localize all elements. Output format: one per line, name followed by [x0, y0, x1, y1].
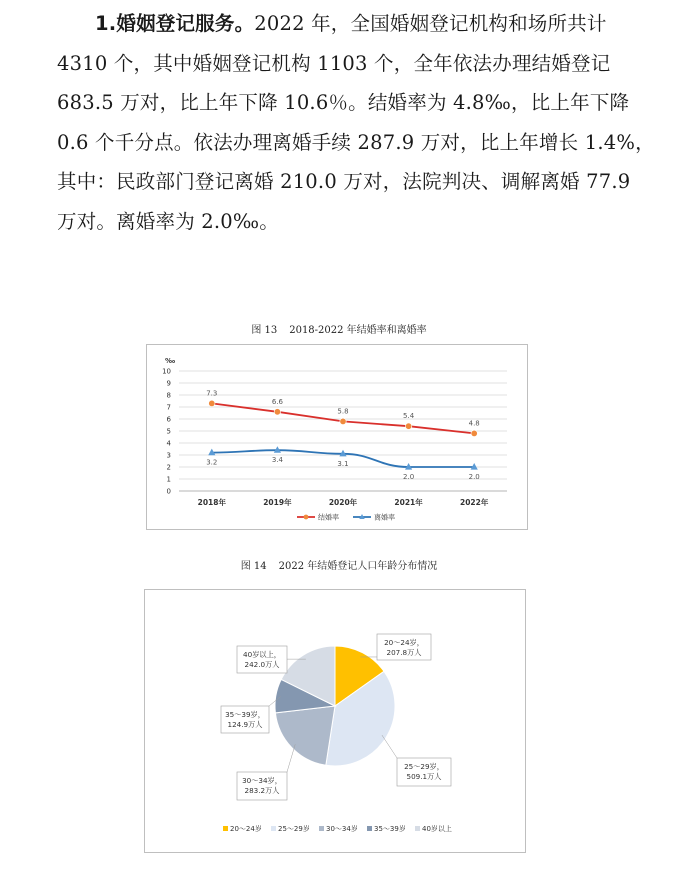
legend-marker	[304, 515, 309, 520]
data-label: 5.4	[403, 412, 415, 421]
x-tick-label: 2018年	[197, 498, 226, 507]
data-label: 6.6	[271, 397, 283, 406]
figure14-caption	[0, 557, 678, 572]
line-chart-frame	[146, 344, 528, 530]
data-point	[209, 400, 215, 406]
paragraph-line-3: 683.5 万对，比上年下降 10.6％。结婚率为 4.8‰，比上年下降	[57, 91, 630, 114]
legend-swatch	[415, 826, 420, 831]
callout-leader	[287, 744, 295, 772]
legend-label: 20～24岁	[230, 825, 262, 833]
figure13-label: 图 13	[251, 325, 278, 336]
paragraph-line-6: 万对。离婚率为 2.0‰。	[57, 209, 279, 233]
callout-value: 207.8万人	[386, 648, 422, 657]
data-label: 5.8	[337, 407, 349, 416]
y-tick-label: 1	[166, 475, 171, 484]
legend-label: 30～34岁	[326, 825, 358, 833]
legend-label: 离婚率	[374, 513, 395, 522]
y-tick-label: 9	[166, 379, 171, 388]
legend-label: 40岁以上	[422, 825, 452, 833]
data-label: 2.0	[403, 473, 415, 481]
data-label: 7.3	[206, 389, 218, 398]
data-label: 3.4	[271, 456, 283, 465]
y-tick-label: 10	[162, 367, 171, 376]
data-point	[471, 430, 477, 436]
pie-slice	[275, 706, 335, 765]
paragraph-line-2: 4310 个，其中婚姻登记机构 1103 个，全年依法办理结婚登记	[57, 51, 611, 75]
y-axis-unit: ‰	[165, 357, 176, 365]
y-tick-label: 6	[166, 415, 171, 424]
x-tick-label: 2021年	[394, 498, 423, 507]
callout-value: 283.2万人	[244, 786, 280, 795]
figure13-caption	[0, 321, 678, 336]
y-tick-label: 8	[166, 391, 171, 400]
legend-swatch	[367, 826, 372, 831]
callout-name: 40岁以上，	[243, 650, 281, 659]
y-tick-label: 3	[166, 451, 171, 460]
figure14-title: 2022 年结婚登记人口年龄分布情况	[278, 561, 438, 572]
y-tick-label: 2	[166, 463, 171, 472]
x-tick-label: 2020年	[328, 498, 358, 507]
data-label: 4.8	[468, 419, 480, 428]
legend-swatch	[319, 826, 324, 831]
legend-swatch	[223, 826, 228, 831]
legend-swatch	[271, 826, 276, 831]
paragraph-line-4: 0.6 个千分点。依法办理离婚手续 287.9 万对，比上年增长 1.4%，	[57, 130, 655, 154]
callout-value: 242.0万人	[244, 660, 280, 669]
pie-chart	[145, 590, 525, 852]
paragraph-line-1: 1.婚姻登记服务。2022 年，全国婚姻登记机构和场所共计	[95, 12, 607, 35]
y-tick-label: 4	[166, 439, 171, 448]
section-heading: 1.婚姻登记服务。	[95, 12, 255, 35]
callout-value: 124.9万人	[227, 720, 263, 729]
legend-label: 35～39岁	[374, 825, 406, 833]
data-label: 2.0	[468, 473, 480, 481]
figure13-title: 2018-2022 年结婚率和离婚率	[289, 325, 427, 336]
callout-name: 35～39岁，	[225, 710, 265, 719]
data-label: 3.2	[206, 458, 218, 467]
data-point	[340, 418, 346, 424]
line-chart	[147, 345, 527, 529]
paragraph-line-5: 其中：民政部门登记离婚 210.0 万对，法院判决、调解离婚 77.9	[57, 170, 631, 193]
y-tick-label: 0	[166, 487, 171, 496]
data-point	[274, 409, 280, 415]
callout-value: 509.1万人	[406, 772, 442, 781]
legend-label: 25～29岁	[278, 825, 310, 833]
pie-chart-frame	[144, 589, 526, 853]
callout-name: 20～24岁，	[384, 638, 424, 647]
x-tick-label: 2019年	[263, 498, 292, 507]
y-tick-label: 5	[166, 427, 171, 436]
body-paragraph	[57, 4, 655, 241]
data-label: 3.1	[337, 459, 349, 468]
callout-leader	[382, 735, 397, 758]
data-point	[405, 423, 411, 429]
callout-name: 25～29岁，	[404, 762, 444, 771]
x-tick-label: 2022年	[460, 498, 489, 507]
figure14-label: 图 14	[240, 561, 267, 572]
y-tick-label: 7	[166, 403, 171, 412]
callout-name: 30～34岁，	[242, 776, 282, 785]
legend-label: 结婚率	[318, 513, 339, 522]
